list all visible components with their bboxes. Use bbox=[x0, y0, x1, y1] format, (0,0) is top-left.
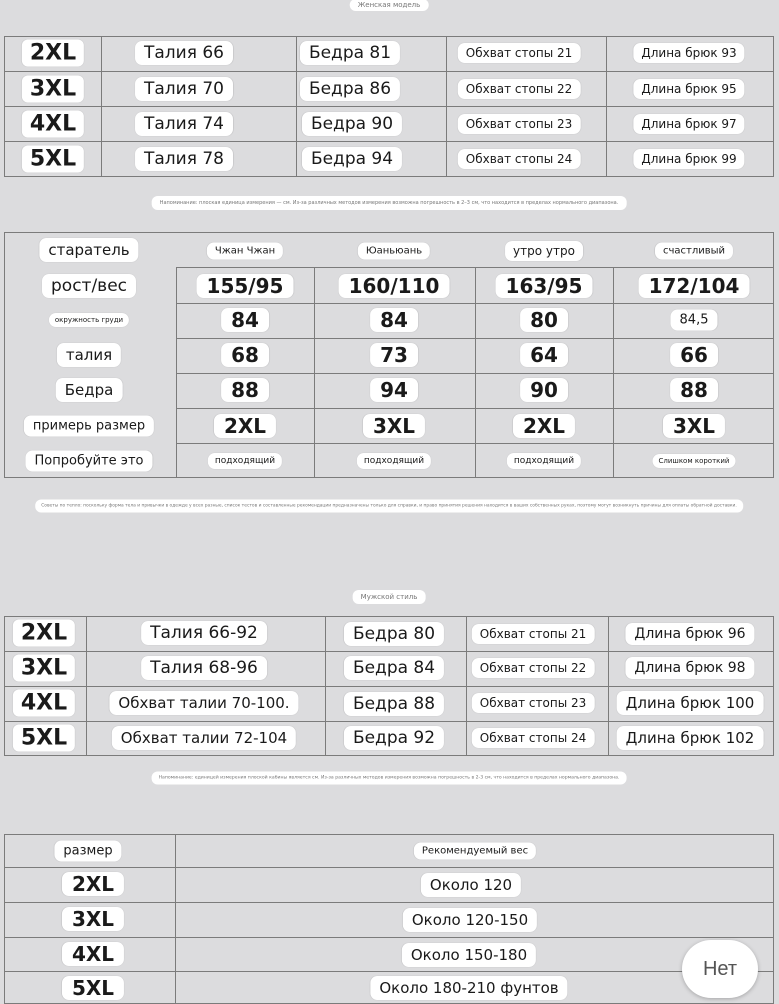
weight-cell: Около 150-180 bbox=[402, 943, 536, 967]
length-cell: Длина брюк 96 bbox=[625, 623, 754, 645]
tester-height-weight: 172/104 bbox=[639, 274, 750, 298]
women-measurement-note: Напоминание: плоская единица измерения — см. Из-за различных методов измерения возможна погрешность в 2–3 см, что находится в пределах нормального диапазона. bbox=[152, 196, 627, 210]
tester-name: Юаньюань bbox=[358, 243, 430, 260]
row-label-try-size: примерь размер bbox=[24, 416, 154, 437]
tester-height-weight: 155/95 bbox=[197, 274, 294, 298]
size-label: 5XL bbox=[13, 725, 75, 752]
tester-chest: 84 bbox=[221, 308, 269, 332]
row-label-tester: старатель bbox=[39, 238, 138, 262]
tester-height-weight: 160/110 bbox=[339, 274, 450, 298]
foot-cell: Обхват стопы 21 bbox=[458, 43, 581, 63]
waist-cell: Талия 68-96 bbox=[141, 656, 267, 680]
waist-cell: Обхват талии 72-104 bbox=[112, 726, 296, 750]
hips-cell: Бедра 81 bbox=[300, 41, 400, 65]
hips-cell: Бедра 84 bbox=[344, 656, 444, 680]
foot-cell: Обхват стопы 24 bbox=[458, 149, 581, 169]
waist-cell: Талия 66-92 bbox=[141, 621, 267, 645]
row-label-height-weight: рост/вес bbox=[42, 274, 136, 298]
no-button[interactable]: Нет bbox=[682, 940, 758, 998]
size-label: 3XL bbox=[62, 907, 124, 931]
size-label: 2XL bbox=[62, 872, 124, 896]
row-label-chest: окружность груди bbox=[49, 313, 129, 327]
foot-cell: Обхват стопы 23 bbox=[458, 114, 581, 134]
tester-hips: 94 bbox=[370, 378, 418, 402]
row-label-waist: талия bbox=[57, 343, 121, 367]
tester-chest: 80 bbox=[520, 308, 568, 332]
foot-cell: Обхват стопы 22 bbox=[472, 658, 595, 678]
tester-name: Чжан Чжан bbox=[207, 243, 283, 260]
row-label-fit: Попробуйте это bbox=[26, 451, 153, 472]
weight-header-recommended: Рекомендуемый вес bbox=[414, 843, 536, 860]
length-cell: Длина брюк 95 bbox=[633, 79, 744, 99]
women-section-title: Женская модель bbox=[350, 0, 429, 11]
waist-cell: Талия 74 bbox=[135, 112, 233, 136]
men-measurement-note: Напоминание: единицей измерения плоской кабины является см. Из-за различных методов измерения возможна погрешность в 2-3 см, что находится в пределах нормального диапазона. bbox=[152, 772, 627, 785]
size-label: 5XL bbox=[22, 146, 84, 173]
length-cell: Длина брюк 98 bbox=[625, 657, 754, 679]
size-label: 4XL bbox=[22, 111, 84, 138]
tester-waist: 66 bbox=[670, 343, 718, 367]
tester-fit: подходящий bbox=[507, 453, 581, 469]
foot-cell: Обхват стопы 21 bbox=[472, 624, 595, 644]
size-label: 3XL bbox=[13, 655, 75, 682]
hips-cell: Бедра 90 bbox=[302, 112, 402, 136]
weight-cell: Около 120-150 bbox=[403, 908, 537, 932]
tester-chest: 84,5 bbox=[671, 310, 718, 331]
tester-size: 3XL bbox=[663, 414, 725, 438]
hips-cell: Бедра 86 bbox=[300, 77, 400, 101]
waist-cell: Талия 70 bbox=[135, 77, 233, 101]
waist-cell: Талия 78 bbox=[135, 147, 233, 171]
row-label-hips: Бедра bbox=[56, 378, 123, 402]
length-cell: Длина брюк 97 bbox=[633, 114, 744, 134]
length-cell: Длина брюк 100 bbox=[617, 691, 764, 715]
foot-cell: Обхват стопы 22 bbox=[458, 79, 581, 99]
tester-hips: 90 bbox=[520, 378, 568, 402]
tester-waist: 73 bbox=[370, 343, 418, 367]
tester-size: 2XL bbox=[214, 414, 276, 438]
tester-fit: подходящий bbox=[357, 453, 431, 469]
tester-size: 2XL bbox=[513, 414, 575, 438]
tester-waist: 64 bbox=[520, 343, 568, 367]
foot-cell: Обхват стопы 24 bbox=[472, 728, 595, 748]
men-section-title: Мужской стиль bbox=[353, 590, 426, 604]
weight-cell: Около 120 bbox=[421, 873, 521, 897]
tester-fit: Слишком короткий bbox=[653, 454, 736, 468]
length-cell: Длина брюк 93 bbox=[633, 43, 744, 63]
size-label: 2XL bbox=[13, 620, 75, 647]
tester-hips: 88 bbox=[670, 378, 718, 402]
tester-advice-note: Советы по тепло: поскольку форма тела и привычки в одежде у всех разные, список тестов и составленные рекомендации предназначены только для справки, и право принятия решения находится в ваших собственных руках, поэтому могут возникнуть причины для оплаты обратной доставки. bbox=[35, 500, 743, 513]
tester-name: утро утро bbox=[505, 241, 583, 261]
size-label: 4XL bbox=[13, 690, 75, 717]
hips-cell: Бедра 92 bbox=[344, 726, 444, 750]
size-label: 5XL bbox=[62, 976, 124, 1000]
tester-hips: 88 bbox=[221, 378, 269, 402]
tester-waist: 68 bbox=[221, 343, 269, 367]
waist-cell: Талия 66 bbox=[135, 41, 233, 65]
hips-cell: Бедра 88 bbox=[344, 692, 444, 716]
size-label: 3XL bbox=[22, 76, 84, 103]
hips-cell: Бедра 80 bbox=[344, 622, 444, 646]
size-label: 2XL bbox=[22, 40, 84, 67]
tester-height-weight: 163/95 bbox=[496, 274, 593, 298]
hips-cell: Бедра 94 bbox=[302, 147, 402, 171]
length-cell: Длина брюк 102 bbox=[617, 726, 764, 750]
weight-cell: Около 180-210 фунтов bbox=[370, 976, 567, 1000]
weight-header-size: размер bbox=[54, 841, 121, 862]
waist-cell: Обхват талии 70-100. bbox=[109, 691, 298, 715]
tester-chest: 84 bbox=[370, 308, 418, 332]
tester-name: счастливый bbox=[655, 243, 733, 260]
foot-cell: Обхват стопы 23 bbox=[472, 693, 595, 713]
tester-fit: подходящий bbox=[208, 453, 282, 469]
size-label: 4XL bbox=[62, 942, 124, 966]
tester-size: 3XL bbox=[363, 414, 425, 438]
length-cell: Длина брюк 99 bbox=[633, 149, 744, 169]
